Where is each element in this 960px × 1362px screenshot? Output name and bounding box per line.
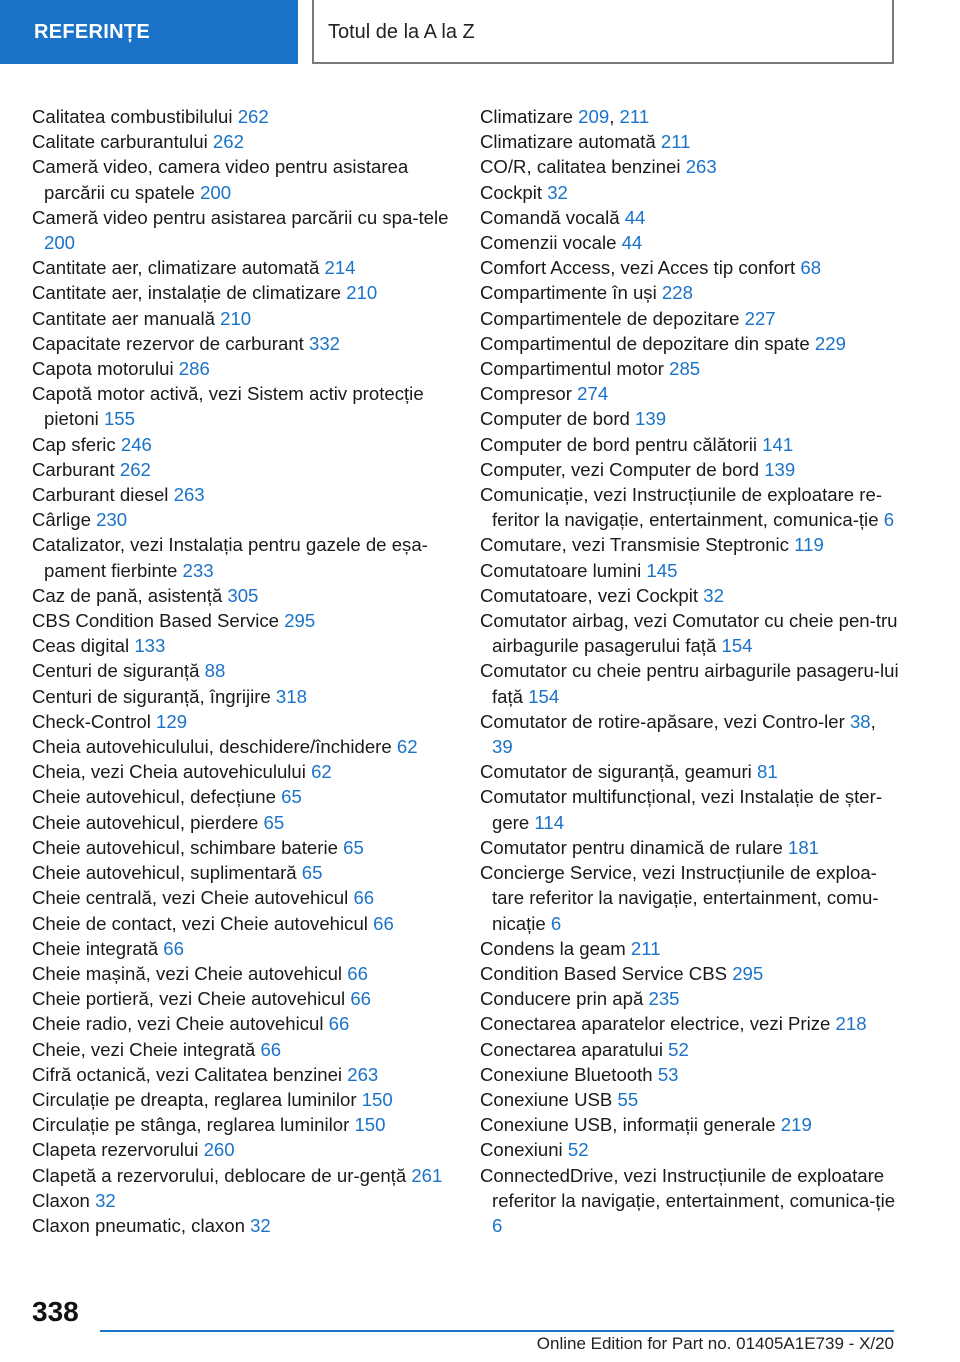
- index-entry: [32, 1213, 452, 1238]
- index-entry: [32, 1163, 452, 1188]
- page-reference-link[interactable]: 145: [646, 559, 678, 581]
- index-entry: [480, 129, 900, 154]
- index-entry: [480, 482, 900, 532]
- page-reference-link[interactable]: 65: [301, 862, 323, 884]
- page-reference-link[interactable]: 6: [492, 1214, 503, 1236]
- index-entry: [32, 331, 452, 356]
- index-term: Cheie de contact, vezi Cheie autovehicul: [32, 912, 368, 934]
- index-term: Claxon pneumatic, claxon: [32, 1214, 245, 1236]
- page-reference-link[interactable]: 263: [173, 484, 205, 506]
- index-term: Comutator airbag, vezi Comutator cu cheie pen-tru airbagurile pasagerului față: [480, 610, 898, 657]
- page-reference-link[interactable]: 262: [237, 106, 269, 127]
- index-term: Capota motorului: [32, 358, 174, 380]
- page-reference-link[interactable]: 88: [204, 660, 226, 682]
- index-entry: [480, 1037, 900, 1062]
- page-reference-link[interactable]: 6: [550, 912, 562, 934]
- index-entry: [32, 532, 452, 582]
- index-entry: [32, 381, 452, 431]
- footer-rule: [100, 1330, 894, 1332]
- index-term: Climatizare automată: [480, 131, 656, 153]
- page-reference-link[interactable]: 52: [567, 1139, 589, 1161]
- index-column-right: [480, 104, 900, 1238]
- index-entry: [32, 986, 452, 1011]
- page-reference-link[interactable]: 305: [227, 584, 259, 606]
- page-reference-link[interactable]: 44: [621, 232, 643, 254]
- index-term: Comutator de rotire-apăsare, vezi Contro-ler: [480, 710, 845, 732]
- index-term: Cantitate aer, instalație de climatizare: [32, 282, 342, 304]
- index-term: Cantitate aer, climatizare automată: [32, 257, 320, 279]
- index-term: Calitate carburantului: [32, 131, 208, 153]
- index-term: Compartimentul de depozitare din spate: [480, 332, 810, 354]
- page-number: 338: [32, 1296, 79, 1327]
- index-term: Circulație pe dreapta, reglarea luminilor: [32, 1088, 357, 1110]
- index-term: Computer de bord: [480, 408, 630, 430]
- index-term: Clapeta rezervorului: [32, 1139, 199, 1161]
- index-entry: [32, 1011, 452, 1036]
- index-entry: [32, 734, 452, 759]
- index-term: Conexiuni: [480, 1139, 563, 1161]
- page-reference-link[interactable]: 62: [311, 761, 332, 783]
- index-term: Comutatoare, vezi Cockpit: [480, 584, 699, 606]
- index-term: Cheie radio, vezi Cheie autovehicul: [32, 1013, 324, 1035]
- index-entry: [32, 709, 452, 734]
- page-reference-link[interactable]: 52: [668, 1038, 689, 1060]
- index-term: Comutare, vezi Transmisie Steptronic: [480, 534, 789, 556]
- index-entry: Comutator de rotire-apăsare, vezi Contro-ler 38, 39: [480, 710, 876, 758]
- footer-edition-text: Online Edition for Part no. 01405A1E739 - X/20: [536, 1334, 894, 1353]
- page-reference-link[interactable]: 332: [309, 332, 341, 354]
- index-term: Compartimente în uși: [480, 282, 657, 304]
- index-entry: [480, 1087, 900, 1112]
- page-reference-link[interactable]: 150: [354, 1114, 386, 1136]
- page-reference-link[interactable]: 200: [200, 181, 232, 203]
- page-reference-link[interactable]: 68: [800, 257, 822, 279]
- page-reference-link[interactable]: 66: [373, 912, 394, 934]
- page-reference-link[interactable]: 53: [657, 1063, 679, 1085]
- index-entry: [32, 658, 452, 683]
- index-term: Cheie, vezi Cheie integrată: [32, 1038, 256, 1060]
- index-term: Cheie portieră, vezi Cheie autovehicul: [32, 988, 346, 1010]
- page-reference-link[interactable]: 38: [849, 710, 871, 732]
- index-entry: [32, 810, 452, 835]
- index-term: CBS Condition Based Service: [32, 610, 280, 632]
- index-entry: [32, 936, 452, 961]
- index-term: ConnectedDrive, vezi Instrucțiunile de exploatare referitor la navigație, entertainment, comunica-ție: [480, 1164, 896, 1211]
- index-term: Clapetă a rezervorului, deblocare de ur-gență: [32, 1164, 407, 1186]
- index-term: Calitatea combustibilului: [32, 106, 233, 127]
- index-term: Comutator multifuncțional, vezi Instalație de șter-gere: [480, 786, 883, 833]
- page-reference-link[interactable]: 139: [764, 458, 796, 480]
- index-term: Cheie autovehicul, suplimentară: [32, 862, 297, 884]
- index-term: Centuri de siguranță, îngrijire: [32, 685, 271, 707]
- page-reference-link[interactable]: 218: [835, 1013, 867, 1035]
- index-term: Climatizare: [480, 106, 573, 127]
- index-entry: [480, 205, 900, 230]
- index-term: Conectarea aparatului: [480, 1038, 663, 1060]
- index-term: Catalizator, vezi Instalația pentru gazele de eșa-pament fierbinte: [32, 534, 428, 581]
- index-entry: [480, 558, 900, 583]
- index-entry: [480, 583, 900, 608]
- index-term: Cheie autovehicul, defecțiune: [32, 786, 276, 808]
- index-term: Centuri de siguranță: [32, 660, 200, 682]
- index-term: Carburant diesel: [32, 484, 169, 506]
- page-reference-link[interactable]: 129: [156, 710, 188, 732]
- page-reference-link[interactable]: 210: [346, 282, 378, 304]
- index-entry: [480, 860, 900, 936]
- index-entry: [480, 331, 900, 356]
- chapter-title: Totul de la A la Z: [312, 0, 894, 64]
- index-entry: [32, 1112, 452, 1137]
- index-term: Conexiune Bluetooth: [480, 1063, 653, 1085]
- index-entry: [480, 608, 900, 658]
- index-term: Cârlige: [32, 509, 91, 531]
- index-entry: [32, 1037, 452, 1062]
- page-reference-link[interactable]: 285: [669, 358, 701, 380]
- page-reference-link[interactable]: 295: [732, 962, 764, 984]
- index-entry: [480, 432, 900, 457]
- index-entry: [32, 633, 452, 658]
- index-entry: [32, 608, 452, 633]
- index-term: Cameră video, camera video pentru asistarea parcării cu spatele: [32, 156, 409, 203]
- index-entry: [480, 961, 900, 986]
- index-term: Carburant: [32, 458, 115, 480]
- index-entry: [480, 255, 900, 280]
- page-reference-link[interactable]: 200: [44, 232, 76, 254]
- index-entry: [32, 457, 452, 482]
- index-entry: [32, 885, 452, 910]
- index-term: Conexiune USB, informații generale: [480, 1114, 776, 1136]
- page-reference-link[interactable]: 318: [275, 685, 307, 707]
- index-entry: [480, 306, 900, 331]
- index-entry: [32, 432, 452, 457]
- index-entry: [480, 381, 900, 406]
- index-entry: [480, 658, 900, 708]
- index-entry: [480, 759, 900, 784]
- page-reference-link[interactable]: 119: [794, 534, 824, 556]
- page-reference-link[interactable]: 39: [492, 736, 513, 758]
- index-entry: [32, 104, 452, 129]
- page-reference-link[interactable]: 246: [120, 433, 152, 455]
- page-reference-link[interactable]: 211: [630, 937, 661, 959]
- index-term: Conectarea aparatelor electrice, vezi Prize: [480, 1013, 831, 1035]
- page-reference-link[interactable]: 181: [788, 836, 820, 858]
- index-term: Comfort Access, vezi Acces tip confort: [480, 257, 796, 279]
- page-reference-link[interactable]: 214: [324, 257, 356, 279]
- index-term: Caz de pană, asistență: [32, 584, 223, 606]
- index-entry: [480, 406, 900, 431]
- index-entry: [32, 1087, 452, 1112]
- index-entry: [32, 507, 452, 532]
- index-entry: [480, 154, 900, 179]
- index-entry: [32, 583, 452, 608]
- index-entry: [480, 986, 900, 1011]
- index-entry: [480, 1163, 900, 1239]
- page-reference-link[interactable]: 65: [263, 811, 285, 833]
- index-term: Cantitate aer manuală: [32, 307, 215, 329]
- index-term: Cockpit: [480, 181, 543, 203]
- index-term: Comandă vocală: [480, 206, 620, 228]
- index-term: Compresor: [480, 383, 572, 405]
- index-entry: [480, 180, 900, 205]
- index-term: Claxon: [32, 1189, 90, 1211]
- page-reference-link[interactable]: 66: [347, 962, 368, 984]
- page-reference-link[interactable]: 114: [534, 811, 565, 833]
- page-reference-link[interactable]: 295: [284, 610, 316, 632]
- index-term: Condition Based Service CBS: [480, 962, 728, 984]
- page-reference-link[interactable]: 154: [528, 685, 560, 707]
- page-reference-link[interactable]: 210: [220, 307, 252, 329]
- page-reference-link[interactable]: 32: [703, 584, 724, 606]
- page-reference-link[interactable]: 65: [343, 836, 364, 858]
- index-entry: [32, 835, 452, 860]
- index-term: Cheie autovehicul, schimbare baterie: [32, 836, 338, 858]
- index-entry: [32, 154, 452, 204]
- page-reference-link[interactable]: 230: [96, 509, 128, 531]
- index-term: Ceas digital: [32, 635, 130, 657]
- page-reference-link[interactable]: 228: [661, 282, 693, 304]
- index-term: Capacitate rezervor de carburant: [32, 332, 304, 354]
- index-entry: [480, 784, 900, 834]
- page-reference-link[interactable]: 211: [619, 106, 650, 127]
- index-term: Concierge Service, vezi Instrucțiunile de exploa-tare referitor la navigație, entertainment, comu-nicație: [480, 862, 879, 934]
- index-term: Cheie autovehicul, pierdere: [32, 811, 259, 833]
- index-term: Cameră video pentru asistarea parcării cu spa-tele: [32, 206, 449, 228]
- index-term: Comutatoare lumini: [480, 559, 642, 581]
- index-entry: [32, 306, 452, 331]
- page-reference-link[interactable]: 66: [353, 887, 375, 909]
- index-entry: [480, 356, 900, 381]
- index-column-left: [32, 104, 452, 1238]
- page-reference-link[interactable]: 44: [624, 206, 646, 228]
- index-entry: [480, 230, 900, 255]
- index-entry: [32, 759, 452, 784]
- index-term: Compartimentele de depozitare: [480, 307, 740, 329]
- index-entry: [480, 835, 900, 860]
- index-entry: [480, 936, 900, 961]
- page-reference-link[interactable]: 262: [212, 131, 244, 153]
- page-reference-link[interactable]: 66: [163, 937, 184, 959]
- page-reference-link[interactable]: 55: [617, 1088, 639, 1110]
- page-reference-link[interactable]: 32: [250, 1214, 271, 1236]
- page-reference-link[interactable]: 262: [119, 458, 151, 480]
- page-reference-link[interactable]: 263: [347, 1063, 379, 1085]
- page-reference-link[interactable]: 235: [648, 988, 680, 1010]
- page-reference-link[interactable]: 66: [328, 1013, 350, 1035]
- index-entry: [32, 1137, 452, 1162]
- index-entry: [32, 784, 452, 809]
- page-reference-link[interactable]: 139: [635, 408, 667, 430]
- page-reference-link[interactable]: 66: [350, 988, 372, 1010]
- index-term: Cheia, vezi Cheia autovehiculului: [32, 761, 306, 783]
- page-reference-link[interactable]: 62: [396, 736, 418, 758]
- index-entry: [32, 205, 452, 255]
- page-reference-link[interactable]: 227: [744, 307, 776, 329]
- page-reference-link[interactable]: 32: [547, 181, 568, 203]
- page-reference-link[interactable]: 209: [578, 106, 610, 127]
- index-term: Check-Control: [32, 710, 151, 732]
- page-reference-link[interactable]: 229: [814, 332, 846, 354]
- page-reference-link[interactable]: 211: [660, 131, 691, 153]
- index-term: Cheie centrală, vezi Cheie autovehicul: [32, 887, 349, 909]
- section-title: REFERINȚE: [0, 0, 298, 64]
- page-reference-link[interactable]: 260: [203, 1139, 235, 1161]
- page-reference-link[interactable]: 141: [762, 433, 794, 455]
- index-term: Compartimentul motor: [480, 358, 664, 380]
- index-entry: [480, 1137, 900, 1162]
- index-entry: [32, 482, 452, 507]
- index-term: Circulație pe stânga, reglarea luminilor: [32, 1114, 350, 1136]
- page-reference-link[interactable]: 32: [95, 1189, 116, 1211]
- index-entry: [32, 356, 452, 381]
- index-term: Computer, vezi Computer de bord: [480, 458, 760, 480]
- index-entry: [480, 1112, 900, 1137]
- page-header: [0, 0, 960, 66]
- index-entry: [480, 1011, 900, 1036]
- index-term: Cap sferic: [32, 433, 116, 455]
- index-term: Comutator cu cheie pentru airbagurile pasageru-lui față: [480, 660, 899, 707]
- index-entry: Climatizare 209, 211: [480, 106, 650, 127]
- index-entry: [32, 1062, 452, 1087]
- index-term: Comutator de siguranță, geamuri: [480, 761, 752, 783]
- index-entry: [480, 1062, 900, 1087]
- index-entry: [480, 532, 900, 557]
- index-term: Comutator pentru dinamică de rulare: [480, 836, 783, 858]
- index-term: Cheie integrată: [32, 937, 159, 959]
- index-entry: [32, 684, 452, 709]
- page-reference-link[interactable]: 274: [577, 383, 609, 405]
- index-term: Conducere prin apă: [480, 988, 644, 1010]
- page-reference-link[interactable]: 6: [883, 509, 895, 531]
- index-term: Comenzii vocale: [480, 232, 617, 254]
- index-term: Conexiune USB: [480, 1088, 613, 1110]
- page-reference-link[interactable]: 233: [182, 559, 214, 581]
- index-entry: [32, 961, 452, 986]
- page-reference-link[interactable]: 155: [103, 408, 135, 430]
- index-entry: [32, 860, 452, 885]
- index-entry: [32, 280, 452, 305]
- index-term: Capotă motor activă, vezi Sistem activ protecție pietoni: [32, 383, 424, 430]
- page-reference-link[interactable]: 261: [411, 1164, 443, 1186]
- index-term: Cheia autovehiculului, deschidere/închidere: [32, 736, 392, 758]
- index-term: Cifră octanică, vezi Calitatea benzinei: [32, 1063, 343, 1085]
- index-term: Comunicație, vezi Instrucțiunile de exploatare re-feritor la navigație, entertainment, comunica-ție: [480, 484, 883, 531]
- index-entry: [480, 457, 900, 482]
- index-entry: [32, 1188, 452, 1213]
- page-reference-link[interactable]: 286: [178, 358, 210, 380]
- index-entry: [32, 911, 452, 936]
- page-reference-link[interactable]: 133: [134, 635, 166, 657]
- page-reference-link[interactable]: 263: [685, 156, 717, 178]
- page-reference-link[interactable]: 154: [721, 635, 753, 657]
- index-entry: [32, 255, 452, 280]
- page-reference-link[interactable]: 65: [281, 786, 302, 808]
- index-entry: [32, 129, 452, 154]
- index-term: Computer de bord pentru călătorii: [480, 433, 757, 455]
- index-term: Cheie mașină, vezi Cheie autovehicul: [32, 962, 343, 984]
- index-entry: [480, 280, 900, 305]
- page-reference-link[interactable]: 219: [780, 1114, 812, 1136]
- index-term: Condens la geam: [480, 937, 626, 959]
- index-term: CO/R, calitatea benzinei: [480, 156, 681, 178]
- page-reference-link[interactable]: 66: [260, 1038, 282, 1060]
- page-reference-link[interactable]: 81: [757, 761, 778, 783]
- page-reference-link[interactable]: 150: [361, 1088, 393, 1110]
